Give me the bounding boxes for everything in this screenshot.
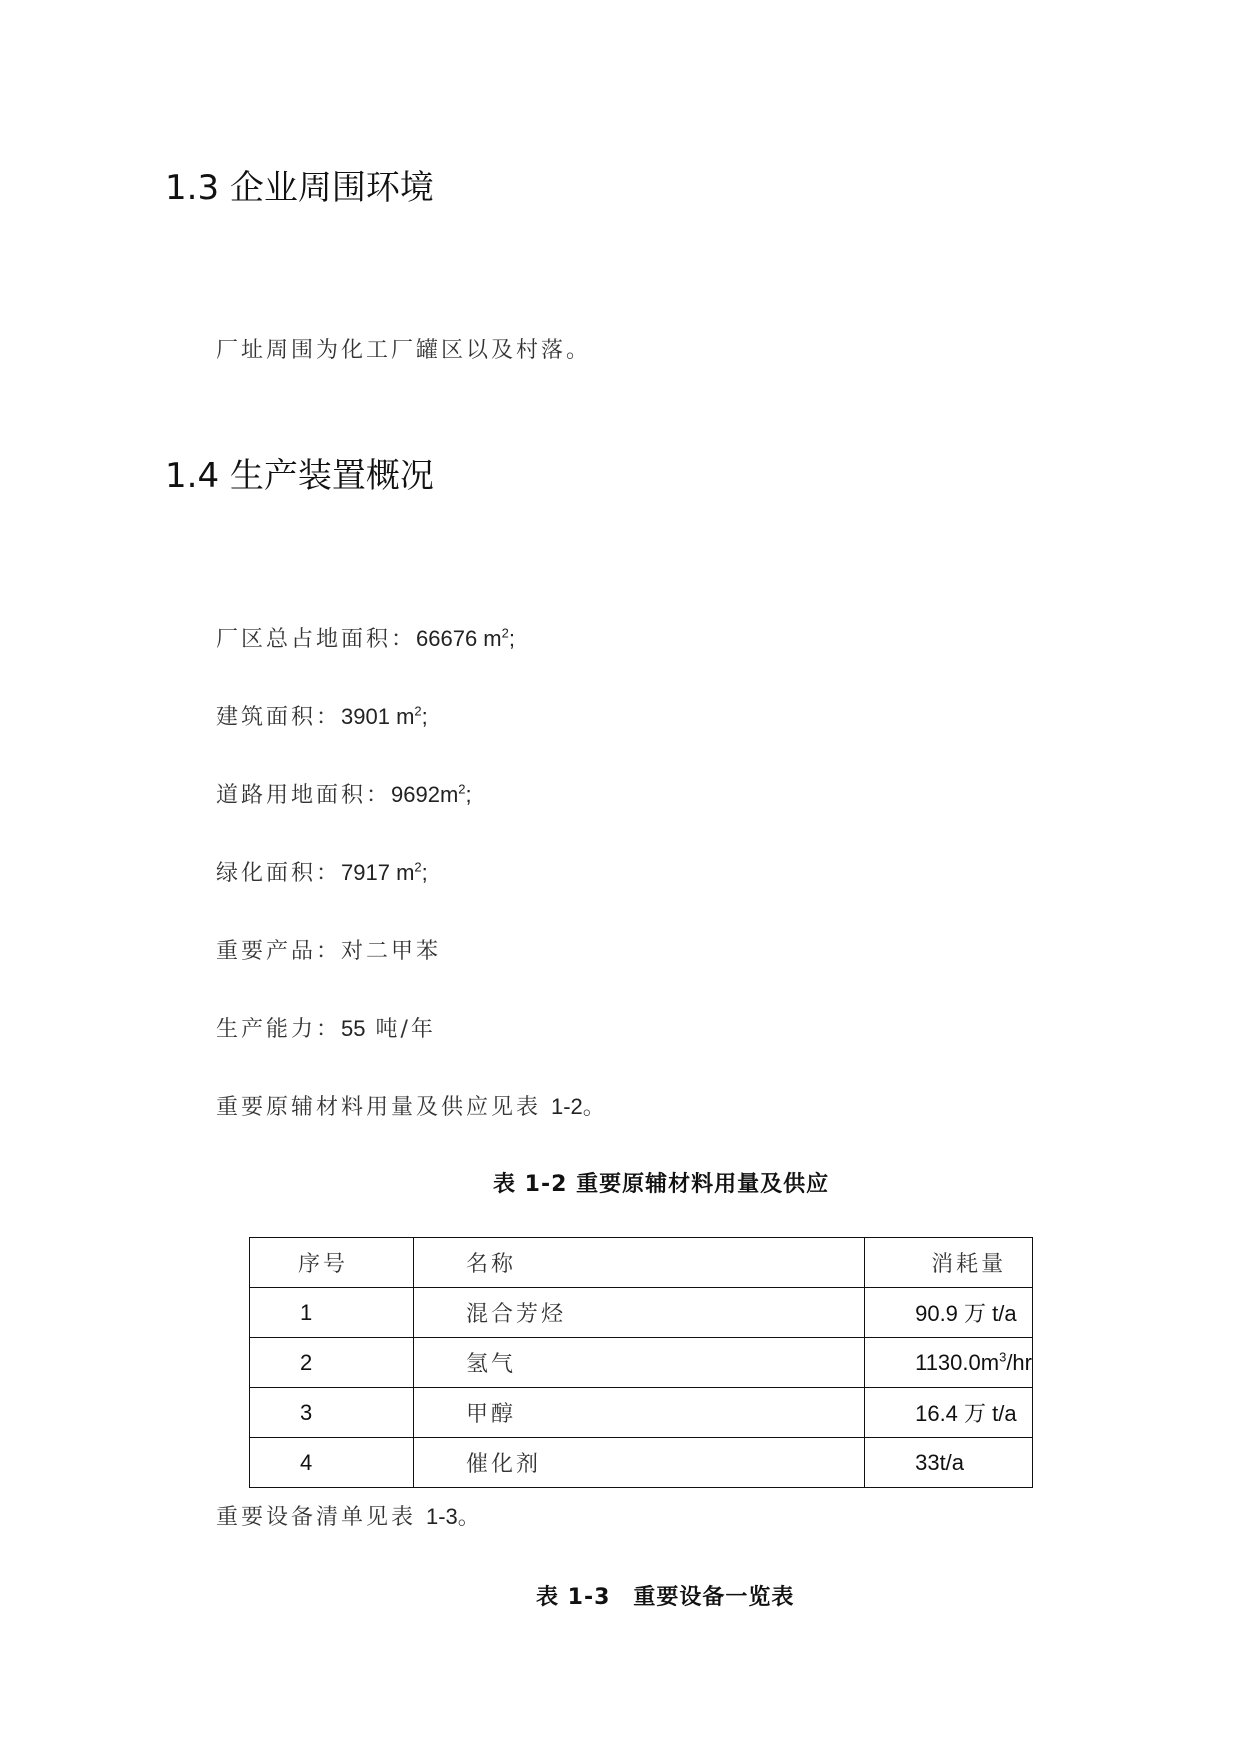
row-name: 甲醇 xyxy=(413,1388,864,1438)
header-qty: 消耗量 xyxy=(865,1238,1033,1288)
header-seq: 序号 xyxy=(250,1238,414,1288)
road-area-line xyxy=(216,778,472,809)
table-1-2-caption: 表 1-2 重要原辅材料用量及供应 xyxy=(493,1172,830,1197)
surroundings-text: 厂址周围为化工厂罐区以及村落。 xyxy=(216,338,592,363)
row-qty-value: 16.4 万 t/a xyxy=(915,1401,1017,1426)
materials-ref-line xyxy=(216,1090,608,1121)
row-qty xyxy=(865,1438,1033,1488)
product-label: 重要产品： xyxy=(216,939,342,964)
road-area-sup: 2 xyxy=(458,781,466,797)
table-row xyxy=(250,1438,1033,1488)
total-area-sup: 2 xyxy=(501,625,509,641)
green-area-sup: 2 xyxy=(414,859,422,875)
building-area-end: ; xyxy=(421,704,428,729)
equipment-ref-number: 1-3 xyxy=(426,1504,458,1529)
equipment-ref-line xyxy=(216,1500,483,1531)
row-seq xyxy=(250,1288,414,1338)
total-area-end: ; xyxy=(508,626,515,651)
row-qty-end: /hr xyxy=(1006,1349,1032,1375)
materials-ref-text: 重要原辅材料用量及供应见表 xyxy=(216,1095,551,1120)
row-seq-value: 2 xyxy=(300,1349,313,1375)
row-qty xyxy=(865,1388,1033,1438)
row-seq xyxy=(250,1338,414,1388)
table-header-row xyxy=(250,1238,1033,1288)
road-area-label: 道路用地面积： xyxy=(216,783,392,808)
road-area-value: 9692m xyxy=(391,782,459,807)
building-area-label: 建筑面积： xyxy=(216,705,342,730)
table-row xyxy=(250,1288,1033,1338)
row-name: 混合芳烃 xyxy=(413,1288,864,1338)
row-qty-value: 90.9 万 t/a xyxy=(915,1301,1017,1326)
table-row xyxy=(250,1388,1033,1438)
row-seq-value: 4 xyxy=(300,1449,313,1475)
section-1-3-heading: 1.3 企业周围环境 xyxy=(165,168,434,208)
table-1-3-caption: 表 1-3 重要设备一览表 xyxy=(536,1585,795,1610)
row-qty-value: 33t/a xyxy=(915,1449,965,1475)
materials-ref-number: 1-2 xyxy=(551,1094,583,1119)
green-area-value: 7917 m xyxy=(341,860,415,885)
materials-table xyxy=(249,1237,1033,1488)
green-area-label: 绿化面积： xyxy=(216,861,342,886)
capacity-line xyxy=(216,1012,436,1043)
building-area-value: 3901 m xyxy=(341,704,415,729)
green-area-end: ; xyxy=(421,860,428,885)
row-qty xyxy=(865,1288,1033,1338)
building-area-sup: 2 xyxy=(414,703,422,719)
table-row xyxy=(250,1338,1033,1388)
equipment-ref-end: 。 xyxy=(457,1505,483,1530)
capacity-value: 55 xyxy=(341,1016,366,1041)
row-seq-value: 1 xyxy=(300,1299,313,1325)
row-qty xyxy=(865,1338,1033,1388)
section-1-4-heading: 1.4 生产装置概况 xyxy=(165,456,434,496)
product-value: 对二甲苯 xyxy=(341,939,442,964)
row-qty-sup: 3 xyxy=(999,1349,1007,1365)
row-seq xyxy=(250,1438,414,1488)
total-area-line xyxy=(216,622,515,653)
capacity-unit: 吨/年 xyxy=(365,1017,436,1042)
row-name: 催化剂 xyxy=(413,1438,864,1488)
product-line xyxy=(216,934,441,965)
row-name: 氢气 xyxy=(413,1338,864,1388)
road-area-end: ; xyxy=(465,782,472,807)
equipment-ref-text: 重要设备清单见表 xyxy=(216,1505,426,1530)
row-qty-value: 1130.0m xyxy=(915,1349,1000,1375)
total-area-label: 厂区总占地面积： xyxy=(216,627,417,652)
materials-ref-end: 。 xyxy=(582,1095,608,1120)
row-seq xyxy=(250,1388,414,1438)
building-area-line xyxy=(216,700,428,731)
green-area-line xyxy=(216,856,428,887)
capacity-label: 生产能力： xyxy=(216,1017,342,1042)
total-area-value: 66676 m xyxy=(416,626,502,651)
header-name: 名称 xyxy=(413,1238,864,1288)
row-seq-value: 3 xyxy=(300,1399,313,1425)
